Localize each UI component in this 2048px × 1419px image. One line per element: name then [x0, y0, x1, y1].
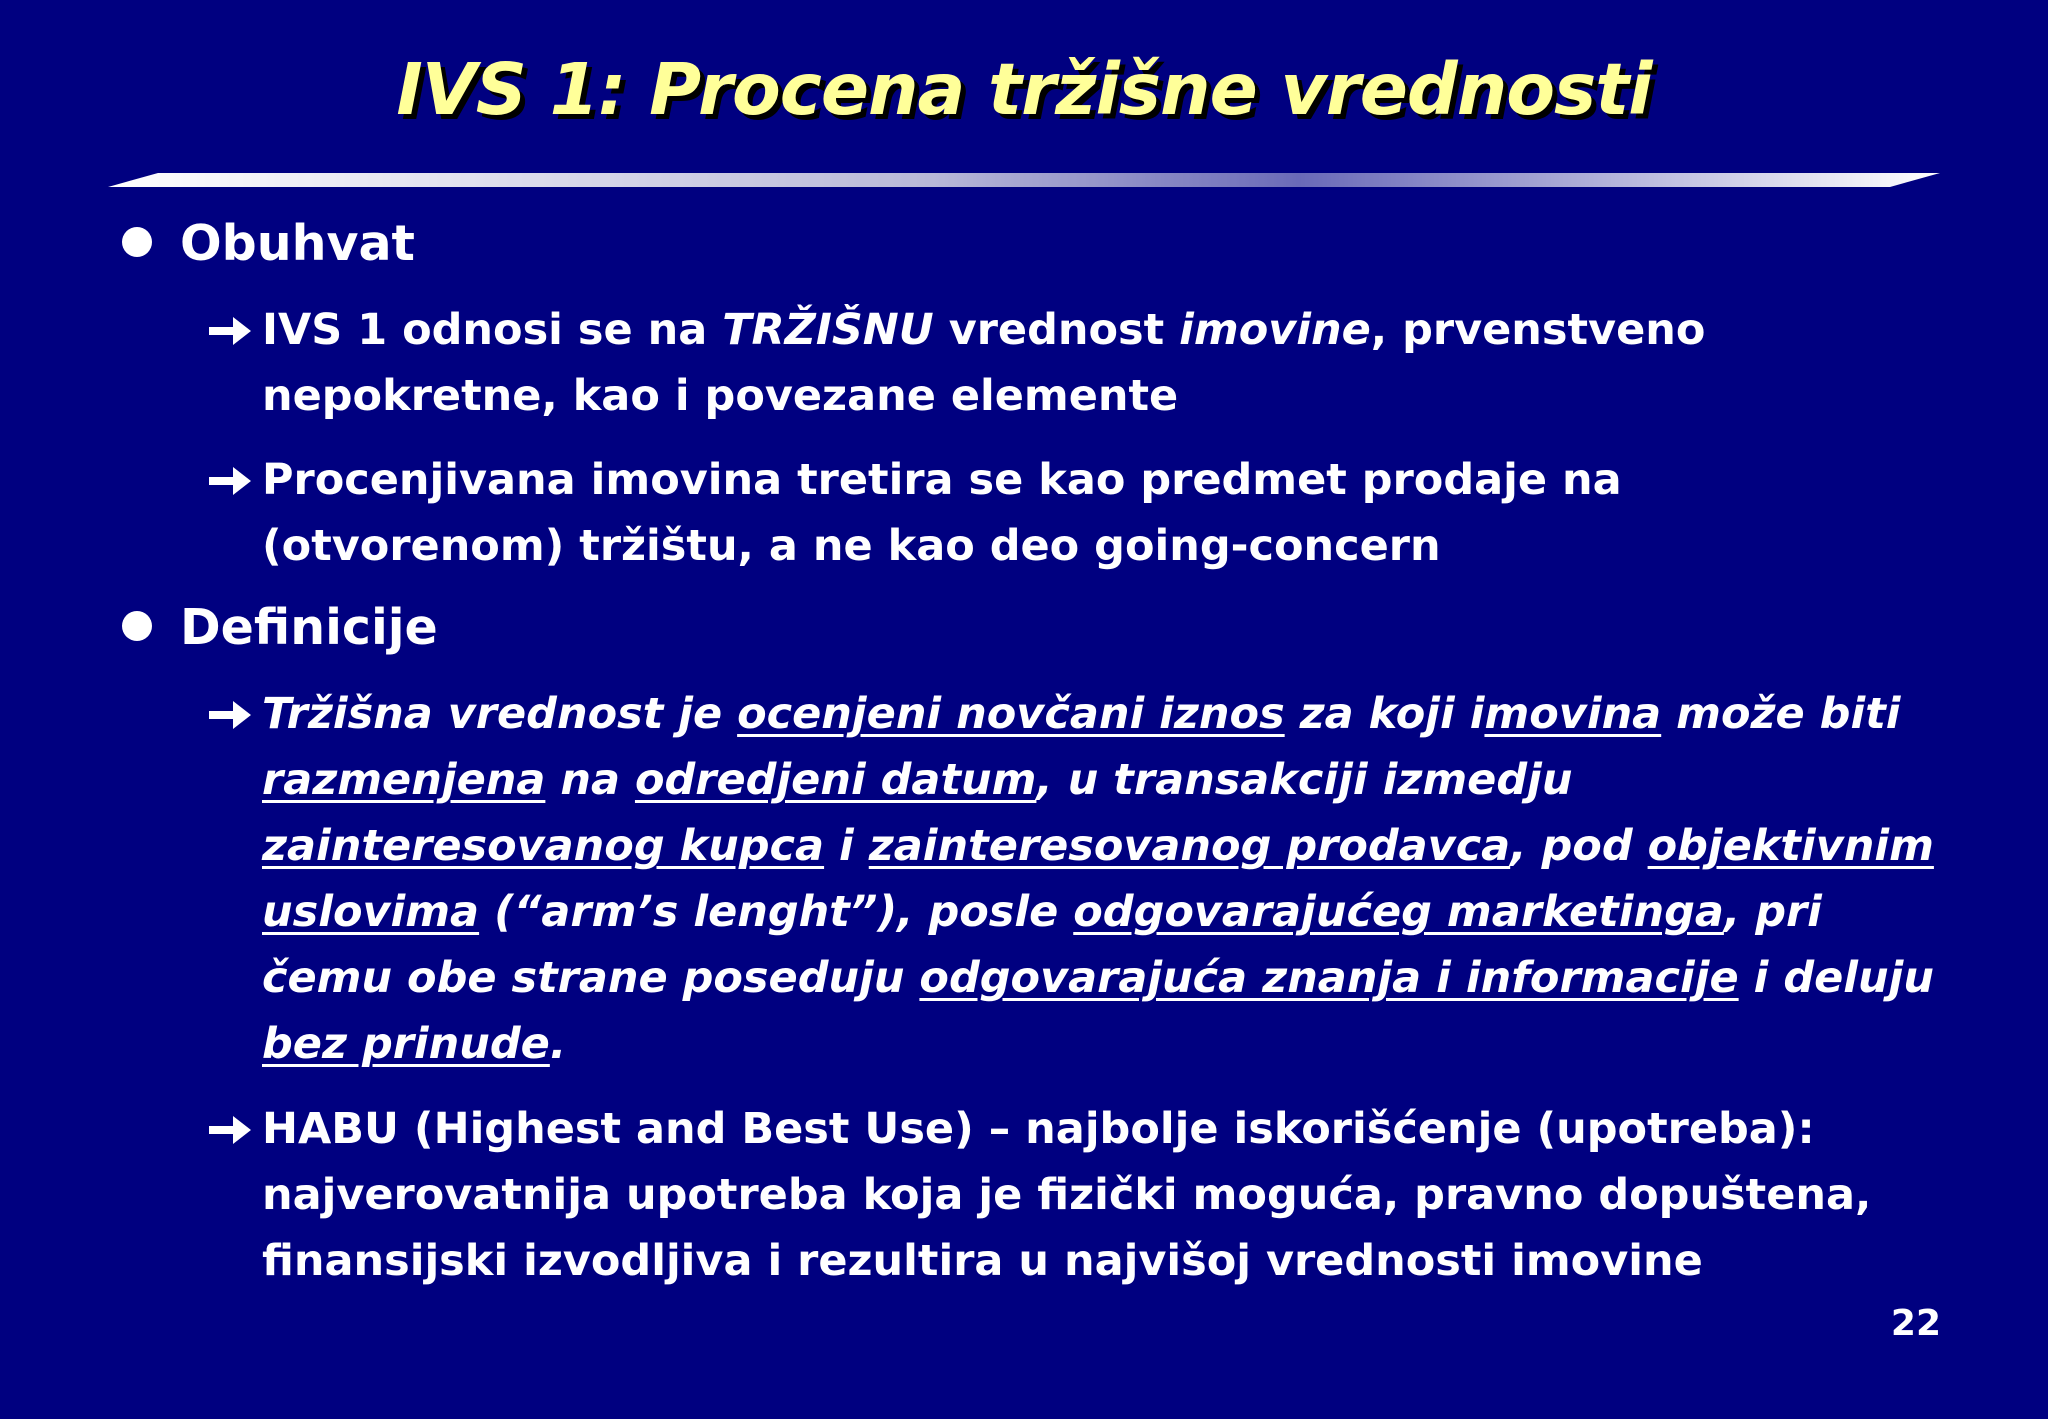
text-run: , pri čemu obe strane poseduju: [262, 887, 1822, 1003]
text-run: HABU (Highest and Best Use) – najbolje iskorišćenje (upotreba): najverovatnija upotreba koja je fizički moguća, pravno dopuštena, finansijski izvodljiva i rezultira u najvišoj vrednosti imovine: [262, 1104, 1872, 1286]
title-divider: [108, 170, 1940, 190]
text-run: , u transakciji izmedju: [1036, 755, 1573, 805]
text-run: i: [824, 821, 869, 871]
emphasized-term: TRŽIŠNU: [722, 305, 934, 355]
subitem-text: [262, 447, 1935, 579]
underlined-term: odgovarajućeg marketinga: [1073, 887, 1724, 937]
underlined-term: objektivnim uslovima: [262, 821, 1934, 937]
arrow-right-icon: [205, 1096, 257, 1162]
subitem-text: [262, 1096, 1935, 1294]
bullet-heading: Definicije: [180, 599, 438, 656]
subitem-text: [262, 297, 1935, 429]
subitem-text: [262, 681, 1935, 1077]
slide-title: IVS 1: Procena tržišne vrednosti: [396, 48, 1652, 131]
text-run: može biti: [1661, 689, 1901, 739]
text-run: IVS 1 odnosi se na: [262, 305, 723, 355]
text-run: za koji i: [1284, 689, 1485, 739]
text-run: i deluju: [1738, 953, 1934, 1003]
bullet-obuhvat: [122, 215, 415, 272]
text-run: Tržišna vrednost je: [262, 689, 738, 739]
underlined-term: zainteresovanog kupca: [262, 821, 825, 871]
text-run: .: [549, 1019, 567, 1069]
underlined-term: movina: [1484, 689, 1662, 739]
emphasized-term: imovine: [1179, 305, 1371, 355]
bullet-heading: Obuhvat: [180, 215, 415, 272]
underlined-term: odgovarajuća znanja i informacije: [919, 953, 1739, 1003]
text-run: , prvenstveno nepokretne, kao i povezane elemente: [262, 305, 1706, 421]
bullet-definicije: [122, 599, 438, 656]
subitem-market-value-definition: [205, 681, 1935, 1077]
underlined-term: ocenjeni novčani iznos: [737, 689, 1285, 739]
bullet-dot-icon: [122, 611, 152, 641]
text-run: na: [545, 755, 635, 805]
underlined-term: odredjeni datum: [634, 755, 1037, 805]
text-run: Procenjivana imovina tretira se kao predmet prodaje na (otvorenom) tržištu, a ne kao deo going-concern: [262, 455, 1622, 571]
subitem-ivs1-scope: [205, 297, 1935, 429]
subitem-habu: [205, 1096, 1935, 1294]
arrow-right-icon: [205, 447, 257, 513]
text-run: , pod: [1510, 821, 1648, 871]
underlined-term: bez prinude: [262, 1019, 550, 1069]
text-run: vrednost: [933, 305, 1180, 355]
subitem-valued-asset: [205, 447, 1935, 579]
text-run: (“arm’s lenght”), posle: [479, 887, 1074, 937]
underlined-term: zainteresovanog prodavca: [868, 821, 1511, 871]
page-number: 22: [1890, 1303, 1941, 1344]
underlined-term: razmenjena: [262, 755, 546, 805]
arrow-right-icon: [205, 297, 257, 363]
bullet-dot-icon: [122, 227, 152, 257]
arrow-right-icon: [205, 681, 257, 747]
